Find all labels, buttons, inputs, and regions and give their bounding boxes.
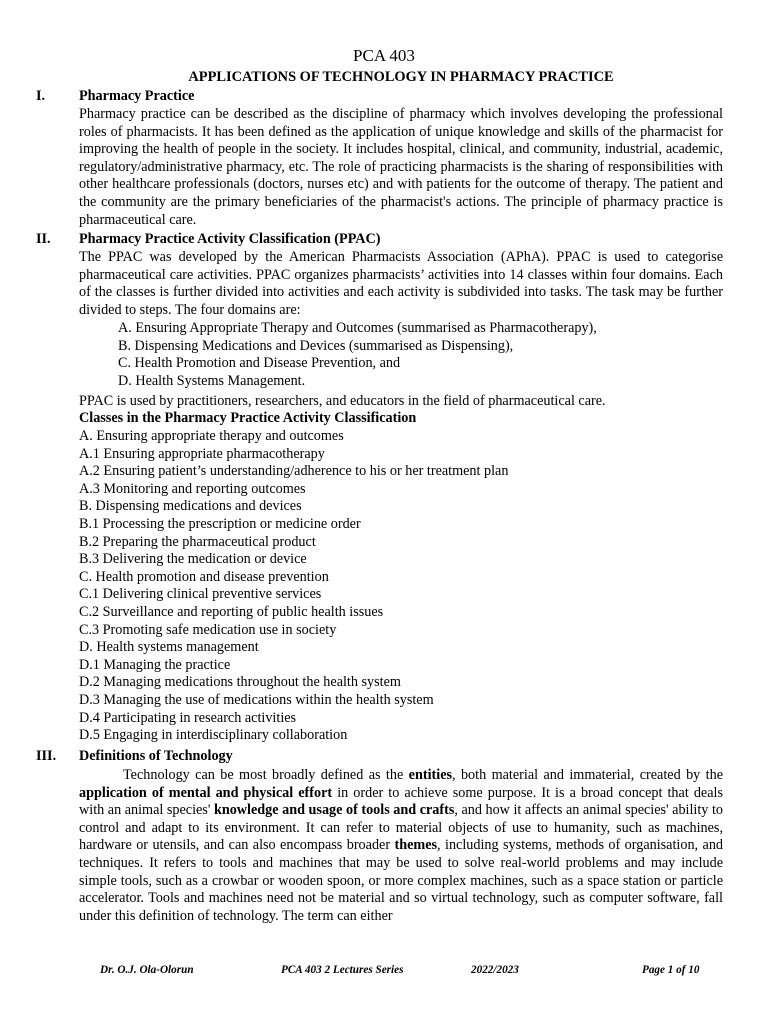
domain-item: B. Dispensing Medications and Devices (summarised as Dispensing), [118, 337, 514, 354]
domain-item: D. Health Systems Management. [118, 372, 306, 389]
section-1-paragraph [79, 106, 723, 229]
text-run: Technology can be most broadly defined as the [123, 767, 409, 783]
class-item: D.3 Managing the use of medications within the health system [79, 691, 434, 708]
footer-series: PCA 403 2 Lectures Series [281, 964, 404, 976]
classes-heading: Classes in the Pharmacy Practice Activity Classification [79, 410, 417, 426]
section-3-paragraph [79, 767, 723, 925]
class-item: B.3 Delivering the medication or device [79, 551, 307, 568]
class-item: B.1 Processing the prescription or medicine order [79, 515, 361, 532]
class-item: A.2 Ensuring patient’s understanding/adherence to his or her treatment plan [79, 463, 509, 480]
text-run: , and how it affects an animal species' ability to control and adapt to its environment. It can refer to material objects of use to humanity, such as machines, hardware or utensils, and can also encompass broader [79, 802, 723, 854]
section-2-heading: Pharmacy Practice Activity Classification (PPAC) [79, 231, 381, 247]
class-item: C.1 Delivering clinical preventive services [79, 586, 322, 603]
bold-term: knowledge and usage of tools and crafts [213, 802, 455, 819]
section-1-heading: Pharmacy Practice [79, 88, 195, 104]
classes-list [79, 428, 723, 745]
text-run: in order to achieve some purpose. It is a broad concept that deals with an animal species' [79, 784, 723, 819]
domain-item: C. Health Promotion and Disease Prevention, and [118, 355, 401, 372]
class-item: D. Health systems management [79, 639, 259, 656]
class-item: B.2 Preparing the pharmaceutical product [79, 533, 316, 550]
class-item: D.2 Managing medications throughout the health system [79, 674, 401, 691]
class-item: A.1 Ensuring appropriate pharmacotherapy [79, 445, 325, 462]
technology-definition [79, 767, 723, 925]
document-title: APPLICATIONS OF TECHNOLOGY IN PHARMACY PRACTICE [188, 69, 614, 85]
bold-term: themes [394, 837, 438, 854]
class-item: C.2 Surveillance and reporting of public health issues [79, 603, 384, 620]
class-item: D.4 Participating in research activities [79, 709, 297, 726]
ppac-usage: PPAC is used by practitioners, researchers, and educators in the field of pharmaceutical care. [79, 393, 606, 409]
section-2-intro [79, 249, 723, 319]
class-item: B. Dispensing medications and devices [79, 498, 302, 515]
bold-term: application of mental and physical effort [79, 784, 333, 801]
class-item: C. Health promotion and disease prevention [79, 568, 329, 585]
section-2-intro-text: The PPAC was developed by the American Pharmacists Association (APhA). PPAC is used to categorise pharmaceutical care activities. PPAC organizes pharmacists’ activities into 14 classes within four domains. Each of the classes is further divided into activities and each activity is subdivided into tasks. The task may be further divided to steps. The four domains are: [79, 249, 723, 318]
section-3-number: III. [36, 748, 57, 764]
class-item: C.3 Promoting safe medication use in society [79, 621, 337, 638]
domain-item: A. Ensuring Appropriate Therapy and Outcomes (summarised as Pharmacotherapy), [118, 320, 597, 336]
section-2-number: II. [36, 231, 51, 247]
footer-author: Dr. O.J. Ola-Olorun [100, 964, 194, 976]
class-item: A.3 Monitoring and reporting outcomes [79, 480, 306, 497]
course-code: PCA 403 [353, 46, 415, 65]
section-1-body: Pharmacy practice can be described as the discipline of pharmacy which involves developing the professional roles of pharmacists. It has been defined as the application of unique knowledge and skills of the pharmacist for improving the health of people in the society. It includes hospital, clinical, and community, industrial, academic, regulatory/administrative pharmacy, etc. The role of practicing pharmacists is the sharing of responsibilities with other healthcare professionals (doctors, nurses etc) and with patients for the outcome of therapy. The patient and the community are the primary beneficiaries of the pharmacist's actions. The principle of pharmacy practice is pharmaceutical care. [79, 106, 723, 228]
text-run: , including systems, methods of organisation, and techniques. It refers to tools and machines that may be used to solve real-world problems and may include simple tools, such as a crowbar or wooden spoon, or more complex machines, such as a space station or particle accelerator. Tools and machines need not be material and so virtual technology, such as computer software, fall under this definition of technology. The term can either [79, 837, 724, 924]
domain-list [118, 320, 718, 390]
section-1-number: I. [36, 88, 46, 104]
footer-page-number: Page 1 of 10 [642, 964, 700, 976]
footer-session: 2022/2023 [471, 964, 519, 976]
class-item: D.1 Managing the practice [79, 656, 231, 673]
class-item: A. Ensuring appropriate therapy and outcomes [79, 428, 344, 444]
class-item: D.5 Engaging in interdisciplinary collaboration [79, 727, 348, 744]
section-3-heading: Definitions of Technology [79, 748, 233, 764]
bold-term: entities [408, 767, 453, 783]
text-run: , both material and immaterial, created by the [452, 767, 724, 783]
